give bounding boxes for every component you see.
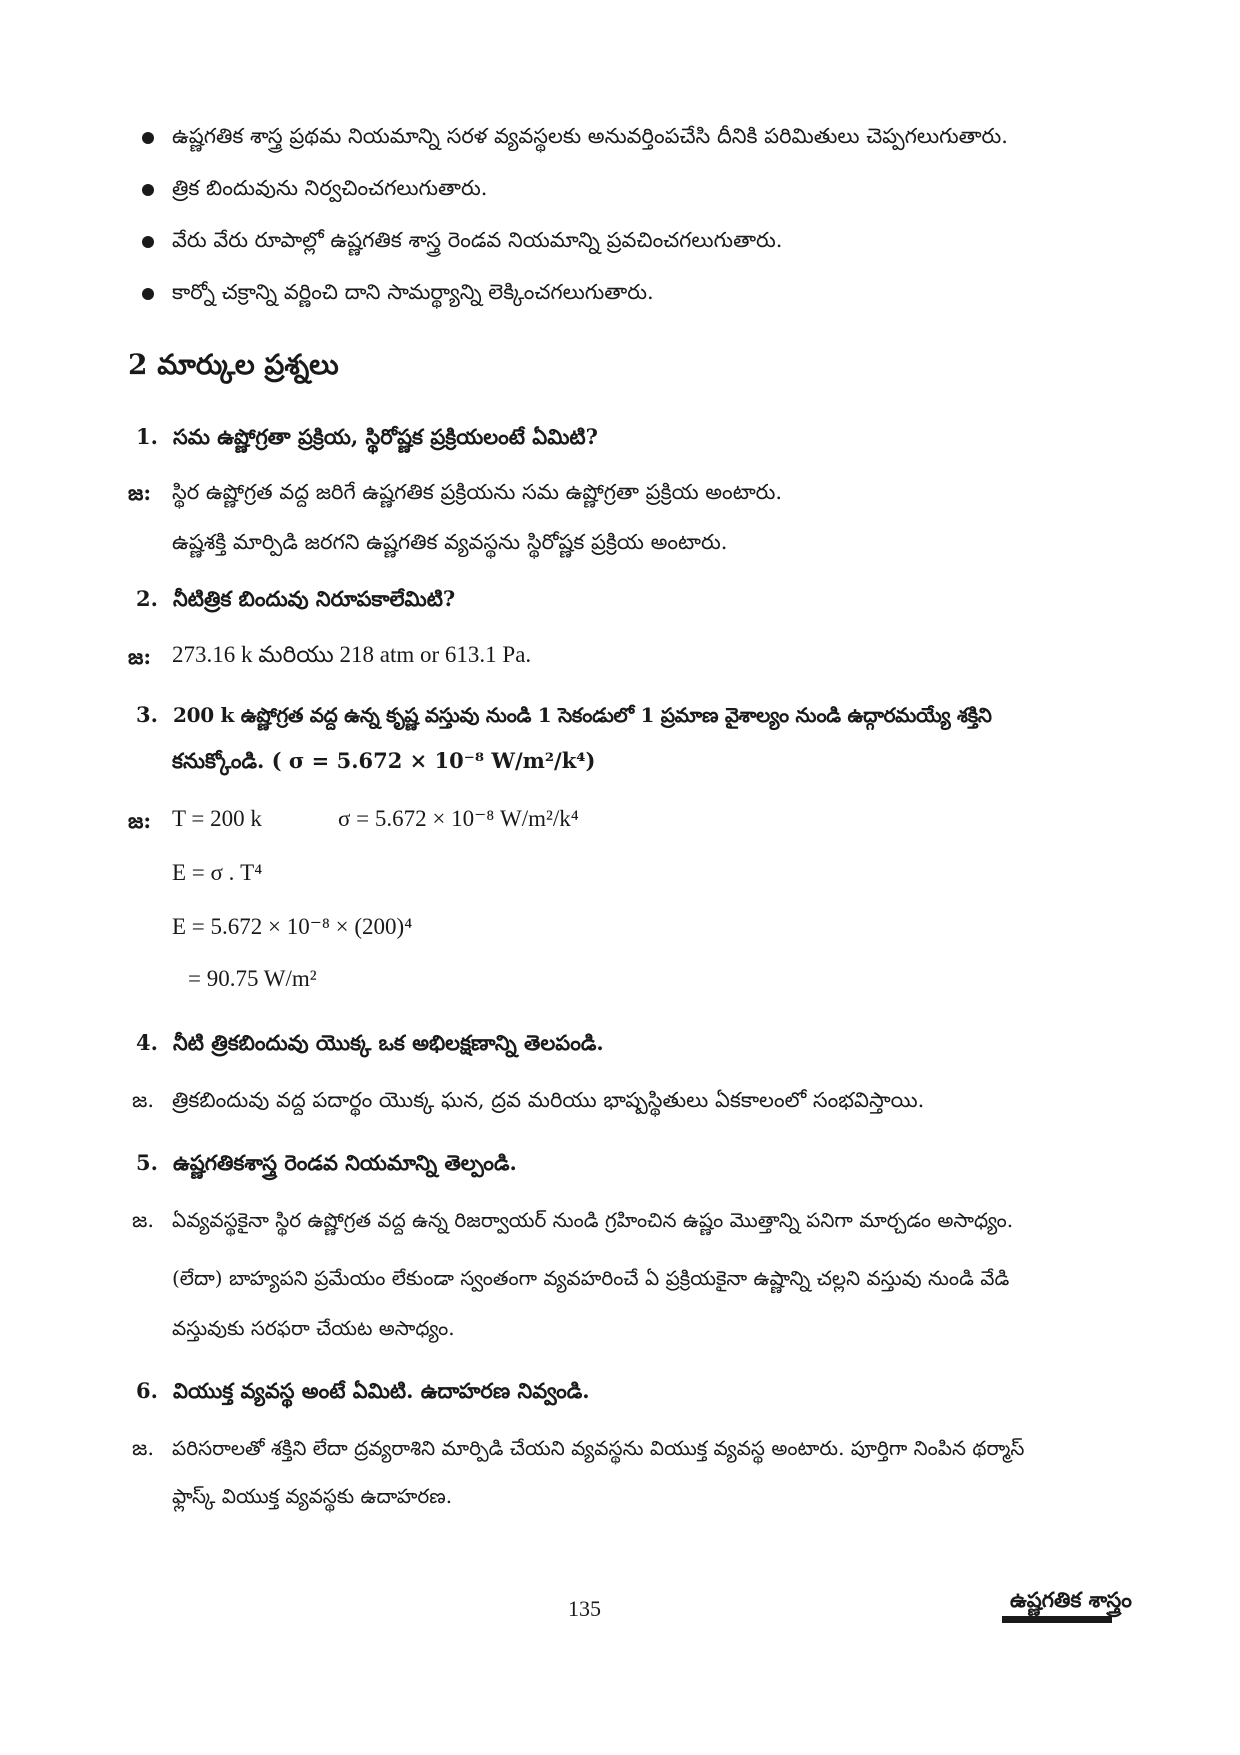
- bullet-dot-icon: [142, 236, 154, 248]
- answer-line: ఏవ్యవస్థకైనా స్థిర ఉష్ణోగ్రత వద్ద ఉన్న రిజర్వాయర్ నుండి గ్రహించిన ఉష్ణం మొత్తాన్ని పనిగా మార్చడం అసాధ్యం.: [172, 1208, 1014, 1232]
- answer-line: స్థిర ఉష్ణోగ్రత వద్ద జరిగే ఉష్ణగతిక ప్రక్రియను సమ ఉష్ణోగ్రతా ప్రక్రియ అంటారు.: [172, 480, 783, 504]
- question-4: 4. నీటి త్రికబిందువు యొక్క ఒక అభిలక్షణాన్ని తెలపండి.: [136, 1030, 604, 1055]
- given-sigma: σ = 5.672 × 10⁻⁸ W/m²/k⁴: [338, 806, 579, 831]
- page-number: 135: [568, 1596, 601, 1621]
- answer-label: జ:: [128, 480, 152, 505]
- bullet-item: త్రిక బిందువును నిర్వచించగలుగుతారు.: [142, 176, 487, 206]
- answer-line: (లేదా) బాహ్యపని ప్రమేయం లేకుండా స్వంతంగా వ్యవహరించే ఏ ప్రక్రియకైనా ఉష్ణాన్ని చల్లని వస్తువు నుండి వేడి: [172, 1266, 1010, 1290]
- question-1: 1. సమ ఉష్ణోగ్రతా ప్రక్రియ, స్థిరోష్ణక ప్రక్రియలంటే ఏమిటి?: [136, 424, 598, 449]
- answer-line: త్రికబిందువు వద్ద పదార్థం యొక్క ఘన, ద్రవ మరియు భాష్పస్థితులు ఏకకాలంలో సంభవిస్తాయి.: [172, 1088, 925, 1112]
- answer-line: పరిసరాలతో శక్తిని లేదా ద్రవ్యరాశిని మార్పిడి చేయని వ్యవస్థను వియుక్త వ్యవస్థ అంటారు. పూర్తిగా నింపిన థర్మాస్: [172, 1436, 1025, 1460]
- question-2: 2. నీటిత్రిక బిందువు నిరూపకాలేమిటి?: [136, 586, 456, 611]
- question-3-line-2: కనుక్కోండి. ( σ = 5.672 × 10⁻⁸ W/m²/k⁴): [172, 748, 596, 773]
- given-temperature: T = 200 k: [172, 806, 262, 831]
- answer-line: 273.16 k మరియు 218 atm or 613.1 Pa.: [172, 642, 532, 667]
- answer-line: వస్తువుకు సరఫరా చేయట అసాధ్యం.: [172, 1316, 455, 1340]
- bullet-item: కార్నో చక్రాన్ని వర్ణించి దాని సామర్థ్యాన్ని లెక్కించగలుగుతారు.: [142, 280, 654, 310]
- answer-line: ఉష్ణశక్తి మార్పిడి జరగని ఉష్ణగతిక వ్యవస్థను స్థిరోష్ణక ప్రక్రియ అంటారు.: [172, 530, 728, 554]
- footer-divider: [1002, 1616, 1112, 1623]
- bullet-item: వేరు వేరు రూపాల్లో ఉష్ణగతిక శాస్త్ర రెండవ నియమాన్ని ప్రవచించగలుగుతారు.: [142, 228, 782, 258]
- answer-label: జ:: [128, 644, 152, 669]
- answer-label: జ.: [132, 1208, 155, 1232]
- answer-label: జ.: [132, 1088, 155, 1112]
- bullet-item: ఉష్ణగతిక శాస్త్ర ప్రథమ నియమాన్ని సరళ వ్యవస్థలకు అనువర్తింపచేసి దీనికి పరిమితులు చెప్పగలుగుతారు.: [142, 124, 1008, 154]
- answer-label: జ:: [128, 808, 152, 833]
- answer-line: ఫ్లాస్క్ వియుక్త వ్యవస్థకు ఉదాహరణ.: [172, 1484, 453, 1508]
- answer-label: జ.: [132, 1436, 155, 1460]
- question-3: 3. 200 k ఉష్ణోగ్రత వద్ద ఉన్న కృష్ణ వస్తువు నుండి 1 సెకండులో 1 ప్రమాణ వైశాల్యం నుండి ఉద్గారమయ్యే శక్తిని: [136, 702, 992, 727]
- chapter-title: ఉష్ణగతిక శాస్త్రం: [1010, 1588, 1132, 1612]
- formula: E = σ . T⁴: [172, 860, 263, 885]
- bullet-dot-icon: [142, 184, 154, 196]
- section-heading: 2 మార్కుల ప్రశ్నలు: [128, 348, 339, 381]
- substitution: E = 5.672 × 10⁻⁸ × (200)⁴: [172, 914, 413, 939]
- bullet-dot-icon: [142, 288, 154, 300]
- result: = 90.75 W/m²: [188, 966, 317, 991]
- question-5: 5. ఉష్ణగతికశాస్త్ర రెండవ నియమాన్ని తెల్పండి.: [136, 1150, 517, 1175]
- bullet-dot-icon: [142, 132, 154, 144]
- question-6: 6. వియుక్త వ్యవస్థ అంటే ఏమిటి. ఉదాహరణ నివ్వండి.: [136, 1378, 590, 1403]
